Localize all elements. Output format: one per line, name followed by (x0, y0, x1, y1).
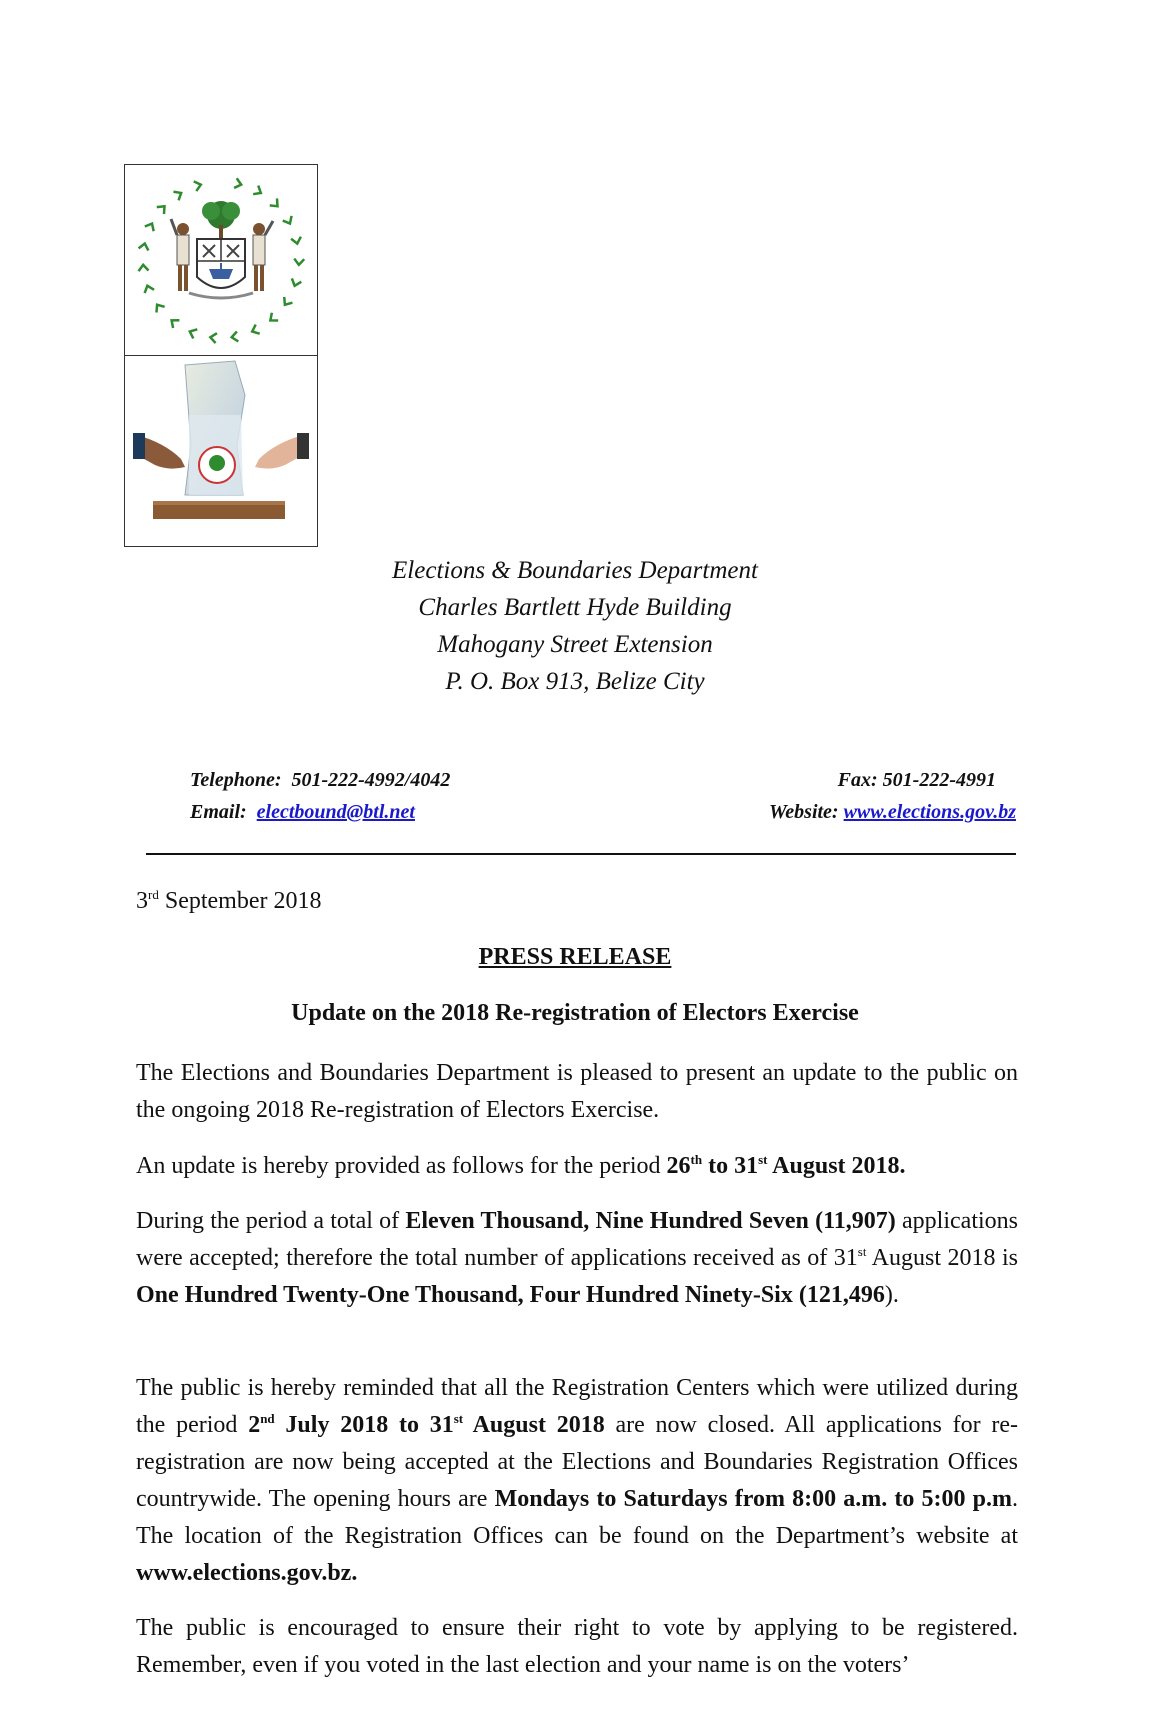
laurel-leaf (190, 329, 197, 338)
laurel-leaf (145, 224, 154, 232)
p4-c: are now closed. All applications for re-registration are now being accepted at the Elections and Boundaries Registration Offices countrywide. The opening hours are (136, 1412, 1018, 1512)
date-suffix: rd (148, 887, 159, 902)
laurel-leaf (232, 331, 239, 341)
p4-date1: 2 (248, 1412, 261, 1438)
laurel-leaf (253, 186, 261, 195)
laurel-leaf (172, 320, 180, 328)
website-link[interactable]: www.elections.gov.bz (843, 801, 1016, 823)
paragraph-2 (136, 1148, 1018, 1185)
p4-d: . The location of the Registration Offices can be found on the Department’s website at (136, 1486, 1019, 1549)
p3-sup: st (857, 1244, 867, 1259)
laurel-leaf (156, 305, 164, 313)
p2-lead: An update is hereby provided as follows for the period (136, 1153, 667, 1179)
laurel-leaf (139, 265, 149, 271)
p4-a: The public is hereby reminded that all the Registration Centers which were utilized during the period (136, 1375, 1018, 1438)
building-name: Charles Bartlett Hyde Building (418, 594, 732, 621)
paragraph-5 (136, 1610, 1018, 1684)
p2-end: August 2018. (767, 1153, 906, 1179)
header-divider (146, 853, 1016, 855)
paragraph-1-text: The Elections and Boundaries Department is pleased to present an update to the public on the ongoing 2018 Re-registration of Electors Exercise. (136, 1060, 1018, 1123)
laurel-leaf (194, 181, 201, 191)
laurel-leaf (210, 333, 217, 343)
email-label: Email: (190, 801, 247, 823)
date-day: 3 (136, 888, 148, 914)
p3-a: During the period a total of (136, 1208, 406, 1234)
date-rest: September 2018 (158, 888, 322, 914)
p3-bold-count: Eleven Thousand, Nine Hundred Seven (11,907) (405, 1208, 896, 1234)
p4-date2: July 2018 to 31 (274, 1412, 454, 1438)
p3-d: August 2018 is (866, 1245, 1018, 1271)
laurel-leaf (139, 244, 149, 251)
laurel-leaf (252, 325, 259, 334)
ballot-box-image (125, 355, 317, 546)
fax-line (838, 769, 996, 792)
telephone-line (190, 769, 450, 792)
telephone-label: Telephone: (190, 769, 282, 791)
laurel-leaf (284, 297, 292, 305)
p4-sup1: nd (260, 1411, 275, 1426)
telephone-value: 501-222-4992/4042 (291, 769, 451, 791)
p3-e: ). (884, 1282, 899, 1308)
p4-website: www.elections.gov.bz. (136, 1560, 358, 1586)
p4-hours: Mondays to Saturdays from 8:00 a.m. to 5:00 p.m (494, 1486, 1013, 1512)
press-release-label: PRESS RELEASE (478, 944, 672, 970)
p4-sup2: st (453, 1411, 464, 1426)
p4-date3: August 2018 (463, 1412, 605, 1438)
laurel-leaf (145, 286, 154, 293)
laurel-leaf (173, 192, 181, 201)
p2-to: to 31 (702, 1153, 759, 1179)
fax-label: Fax: (837, 769, 878, 791)
street-name: Mahogany Street Extension (437, 631, 713, 658)
fax-value: 501-222-4991 (882, 769, 996, 791)
po-box: P. O. Box 913, Belize City (445, 668, 705, 695)
laurel-leaf (294, 259, 304, 265)
release-date (136, 888, 321, 915)
laurel-leaf (270, 198, 278, 206)
laurel-leaf (270, 313, 278, 321)
release-title: Update on the 2018 Re-registration of Electors Exercise (291, 1000, 859, 1026)
p2-sup1: th (690, 1152, 703, 1167)
p3-c: applications were accepted; therefore the total number of applications received as of 31 (136, 1208, 1018, 1271)
email-link[interactable]: electbound@btl.net (256, 801, 415, 823)
laurel-leaf (234, 178, 241, 188)
laurel-leaf (283, 216, 292, 224)
p2-day1: 26 (666, 1153, 691, 1179)
logo-box (124, 164, 318, 547)
p3-bold-total: One Hundred Twenty-One Thousand, Four Hundred Ninety-Six (121,496 (136, 1282, 885, 1308)
department-name: Elections & Boundaries Department (392, 557, 758, 584)
paragraph-1 (136, 1055, 1018, 1129)
website-line (769, 801, 1016, 824)
department-address (0, 552, 1150, 700)
laurel-leaf (291, 237, 301, 244)
email-line (190, 801, 415, 824)
press-release-heading (0, 944, 1150, 971)
p2-sup2: st (758, 1152, 768, 1167)
laurel-leaf (157, 206, 165, 214)
belize-coat-of-arms (125, 165, 317, 356)
paragraph-3 (136, 1203, 1018, 1314)
website-label: Website: (768, 801, 839, 823)
laurel-leaf (292, 278, 301, 285)
paragraph-4 (136, 1370, 1018, 1592)
paragraph-5-text: The public is encouraged to ensure their right to vote by applying to be registered. Remember, even if you voted in the last election and your name is on the voters’ (136, 1615, 1018, 1678)
